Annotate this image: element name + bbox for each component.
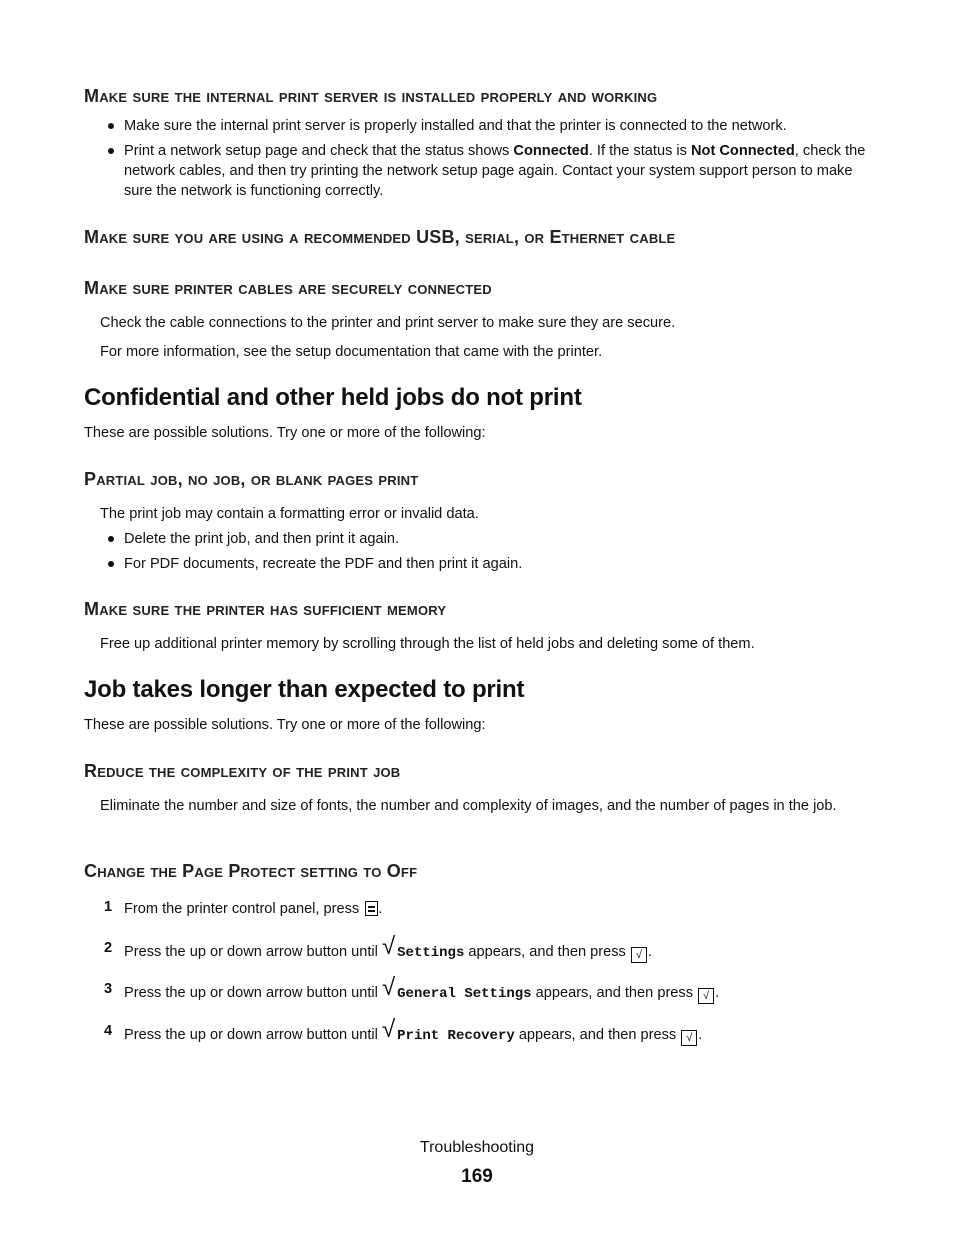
bullet-text: Delete the print job, and then print it again. (124, 531, 400, 547)
heading-reduce-complexity: Reduce the complexity of the print job (84, 761, 401, 781)
intro-text: These are possible solutions. Try one or more of the following: (84, 425, 486, 441)
menu-icon (365, 901, 378, 916)
step-text-part: appears, and then press (531, 985, 698, 1001)
step-text-part: . (647, 944, 652, 960)
bullet-text-part: . If the status is (588, 143, 692, 159)
select-button-icon: √ (631, 947, 647, 963)
step-text-part: Press the up or down arrow button until (124, 985, 382, 1001)
bullet-text: For PDF documents, recreate the PDF and then print it again. (124, 556, 523, 572)
menu-setting-name: Settings (397, 945, 465, 961)
step-text-part: . (378, 901, 383, 917)
intro-text: These are possible solutions. Try one or more of the following: (84, 717, 486, 733)
footer-section-name: Troubleshooting (419, 1139, 535, 1156)
section-title-confidential-jobs: Confidential and other held jobs do not print (84, 384, 582, 411)
select-button-icon: √ (698, 988, 714, 1004)
paragraph: For more information, see the setup documentation that came with the printer. (100, 344, 603, 360)
heading-recommended-cable: Make sure you are using a recommended USB, serial, or Ethernet cable (84, 227, 676, 247)
menu-setting-name: General Settings (397, 986, 532, 1002)
heading-sufficient-memory: Make sure the printer has sufficient memory (84, 599, 447, 619)
select-button-icon: √ (681, 1030, 697, 1046)
section-title-job-takes-longer: Job takes longer than expected to print (84, 676, 525, 703)
bullet-dot (108, 561, 114, 567)
step-text-part: appears, and then press (514, 1027, 681, 1043)
check-mark-icon: √ (381, 933, 396, 960)
check-mark-icon: √ (381, 974, 396, 1001)
bullet-text-part: , check the network cables, and then try printing the network setup page again. Contact your system support person to make sure the network is functioning correctly. (124, 143, 866, 199)
step-text (124, 933, 652, 963)
bullet-dot (108, 148, 114, 154)
paragraph: The print job may contain a formatting error or invalid data. (100, 506, 479, 522)
bullet-text-network-status (124, 141, 876, 201)
step-number: 2 (104, 940, 113, 956)
heading-partial-job: Partial job, no job, or blank pages print (84, 469, 419, 489)
heading-internal-print-server: Make sure the internal print server is installed properly and working (84, 86, 658, 106)
step-text-part: . (715, 985, 720, 1001)
paragraph: Check the cable connections to the printer and print server to make sure they are secure. (100, 315, 676, 331)
step-number: 1 (104, 899, 113, 915)
status-not-connected: Not Connected (691, 143, 795, 159)
status-connected: Connected (513, 143, 589, 159)
menu-setting-name: Print Recovery (397, 1028, 515, 1044)
step-text-part: From the printer control panel, press (124, 901, 364, 917)
heading-cables-connected: Make sure printer cables are securely connected (84, 278, 492, 298)
step-text (124, 1016, 703, 1046)
step-text-part: Press the up or down arrow button until (124, 1027, 382, 1043)
bullet-text: Make sure the internal print server is properly installed and that the printer is connected to the network. (124, 118, 787, 134)
paragraph: Eliminate the number and size of fonts, the number and complexity of images, and the number of pages in the job. (100, 798, 837, 814)
step-number: 4 (104, 1023, 113, 1039)
step-text (124, 974, 720, 1004)
step-text-part: . (698, 1027, 703, 1043)
step-number: 3 (104, 981, 113, 997)
check-mark-icon: √ (381, 1016, 396, 1043)
step-text-part: appears, and then press (464, 944, 630, 960)
page-number: 169 (461, 1166, 493, 1187)
step-text (124, 899, 382, 919)
bullet-dot (108, 536, 114, 542)
step-text-part: Press the up or down arrow button until (124, 944, 382, 960)
bullet-dot (108, 123, 114, 129)
bullet-text-part: Print a network setup page and check that the status shows (124, 143, 514, 159)
heading-page-protect: Change the Page Protect setting to Off (84, 861, 418, 881)
paragraph: Free up additional printer memory by scrolling through the list of held jobs and deleting some of them. (100, 636, 755, 652)
